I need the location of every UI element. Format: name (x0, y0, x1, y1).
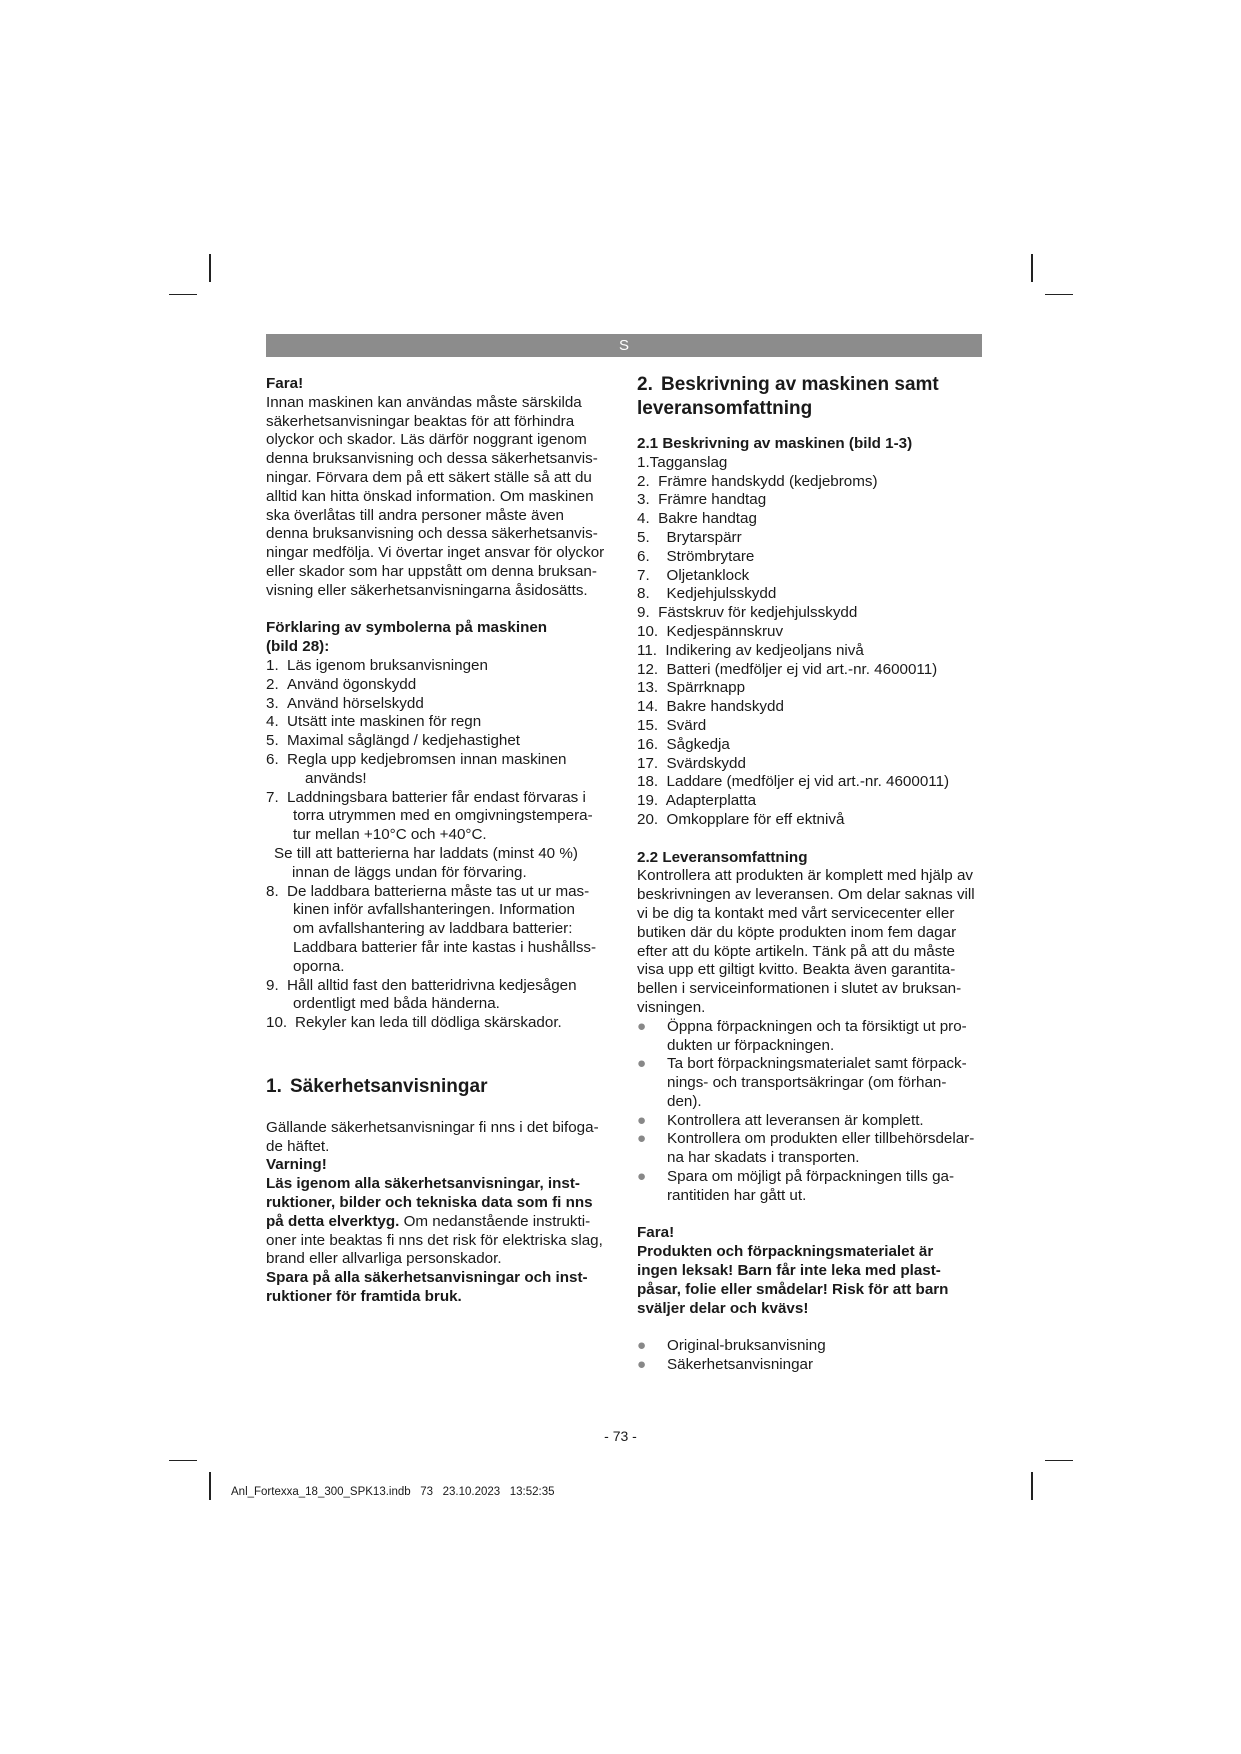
list-item: ● Spara om möjligt på förpackningen tills ga- rantitiden har gått ut. (637, 1168, 955, 1204)
list-item: 10. Rekyler kan leda till dödliga skärskador. (266, 1014, 562, 1032)
included-items (637, 1337, 997, 1375)
bullet-icon: ● (637, 1168, 647, 1186)
list-item: ● Kontrollera att leveransen är komplett. (637, 1111, 924, 1129)
list-item: 13. Spärrknapp (637, 679, 746, 697)
symbols-note: Se till att batterierna har laddats (minst 40 %) (274, 844, 578, 862)
list-item: 7. Oljetanklock (637, 566, 750, 584)
symbols-list (266, 657, 616, 845)
list-item: 12. Batteri (medföljer ej vid art.-nr. 4600011) (637, 660, 938, 678)
list-item: ● Öppna förpackningen och ta försiktigt ut pro- dukten ur förpackningen. (637, 1017, 967, 1054)
danger-paragraph: Innan maskinen kan användas måste särskilda säkerhetsanvisningar beaktas för att förhindra olyckor och skador. Läs därför noggrant igenom denna bruksanvisning och dessa säkerhetsanvis- ningar. Förvara dem på ett säkert ställe så att du alltid kan hitta önskad information. Om maskinen ska överlåtas till andra personer måste även denna bruksanvisning och dessa säkerhetsanvis- ningar medfölja. Vi övertar inget ansvar för olyckor eller skador som har uppstått om denna bruksan- visning eller säkerhetsanvisningarna åsidosätts. (266, 393, 605, 599)
parts-list (637, 454, 997, 830)
subsection-heading: 2.2 Leveransomfattning (637, 848, 808, 866)
list-item: 3. Främre handtag (637, 491, 767, 509)
list-item: 5. Maximal såglängd / kedjehastighet (266, 732, 521, 750)
list-item: 4. Utsätt inte maskinen för regn (266, 713, 482, 731)
list-item: 4. Bakre handtag (637, 510, 757, 528)
bullet-icon: ● (637, 1130, 647, 1148)
right-column: 2. Beskrivning av maskinen samt leveransomfattning 2.1 Beskrivning av maskinen (bild 1-3) 1.Tagganslag 2. Främre handskydd (kedjebroms) 3. Främre handtag 4. Bakre handtag 5. Brytarspärr 6. Strömbrytare 7. Oljetanklock 8. Kedjehjulsskydd 9. Fästskruv för kedjehjulsskydd 10. Kedjespännskruv 11. Indikering av kedjeoljans nivå 12. Batteri (medföljer ej vid art.-nr. 4600011) 13. Spärrknapp 14. Bakre handskydd 15. Svärd 16. Sågkedja 17. Svärdskydd 18. Laddare (medföljer ej vid art.-nr. 4600011) 19. Adapterplatta 20. Omkopplare för eff ektnivå 2.2 Leveransomfattning Kontrollera att produkten är komplett med hjälp av beskrivningen av leveransen. Om delar saknas vill vi be dig ta kontakt med vårt servicecenter eller butiken där du köpte produkten inom fem dagar efter att du köpte artikeln. Tänk på att du måste visa upp ett giltigt kvitto. Beakta även garantita- bellen i serviceinformationen i slutet av bruksan- visningen. ● Öppna förpackningen och ta försiktigt ut pro- dukten ur förpackningen. ● Ta bort förpackningsmaterialet samt förpack- nings- och transportsäkringar (om förhan- den). ● Kontrollera att leveransen är komplett. ● Kontrollera om produkten eller tillbehörsdelar- na har skadats i transporten. ● Spara om möjligt på förpackningen tills ga- rantitiden har gått ut. Fara! Produkten och förpackningsmaterialet är ingen leksak! Barn får inte leka med plast- påsar, folie eller smådelar! Risk för att barn sväljer delar och kvävs! ● Original-bruksanvisning ● Säkerhetsanvisningar (637, 373, 997, 1375)
list-item: 14. Bakre handskydd (637, 698, 784, 716)
unpacking-steps (637, 1018, 997, 1206)
list-item: 7. Laddningsbara batterier får endast förvaras i torra utrymmen med en omgivningstempera- tur mellan +10°C och +40°C. (266, 788, 593, 844)
crop-mark (1031, 1472, 1033, 1500)
bullet-icon: ● (637, 1055, 647, 1073)
list-item: 3. Använd hörselskydd (266, 694, 424, 712)
list-item: 8. De laddbara batterierna måste tas ut ur mas- kinen inför avfallshanteringen. Information om avfallshantering av laddbara batterier: Laddbara batterier får inte kastas i hushållss- oporna. (266, 882, 597, 975)
crop-mark (169, 294, 197, 295)
list-item: 2. Använd ögonskydd (266, 675, 417, 693)
save-instructions: Spara på alla säkerhetsanvisningar och inst- (266, 1269, 588, 1287)
list-item: 9. Fästskruv för kedjehjulsskydd (637, 604, 858, 622)
list-item: 8. Kedjehjulsskydd (637, 585, 777, 603)
section-heading: 2. Beskrivning av maskinen samt (637, 374, 939, 395)
symbols-title: Förklaring av symbolerna på maskinen (266, 619, 548, 637)
crop-mark (1045, 1460, 1073, 1461)
list-item: 11. Indikering av kedjeoljans nivå (637, 641, 864, 659)
list-item: 10. Kedjespännskruv (637, 622, 784, 640)
danger-title: Fara! (266, 375, 304, 392)
crop-mark (169, 1460, 197, 1461)
warning-text: på detta elverktyg. Om nedanstående instrukti- (266, 1212, 591, 1230)
list-item: 1. Läs igenom bruksanvisningen (266, 656, 488, 674)
list-item: 18. Laddare (medföljer ej vid art.-nr. 4600011) (637, 773, 950, 791)
section-heading: 1. Säkerhetsanvisningar (266, 1075, 488, 1097)
list-item: 1.Tagganslag (637, 453, 728, 471)
bullet-icon: ● (637, 1337, 647, 1355)
left-column: Fara! Innan maskinen kan användas måste särskilda säkerhetsanvisningar beaktas för att förhindra olyckor och skador. Läs därför noggrant igenom denna bruksanvisning och dessa säkerhetsanvis- ningar. Förvara dem på ett säkert ställe så att du alltid kan hitta önskad information. Om maskinen ska överlåtas till andra personer måste även denna bruksanvisning och dessa säkerhetsanvis- ningar medfölja. Vi övertar inget ansvar för olyckor eller skador som har uppstått om denna bruksan- visning eller säkerhetsanvisningarna åsidosätts. Förklaring av symbolerna på maskinen (bild 28): 1. Läs igenom bruksanvisningen 2. Använd ögonskydd 3. Använd hörselskydd 4. Utsätt inte maskinen för regn 5. Maximal såglängd / kedjehastighet 6. Regla upp kedjebromsen innan maskinen används! 7. Laddningsbara batterier får endast förvaras i torra utrymmen med en omgivningstempera- tur mellan +10°C och +40°C. Se till att batterierna har laddats (minst 40 %) innan de läggs undan för förvaring. 8. De laddbara batterierna måste tas ut ur mas- kinen inför avfallshanteringen. Information om avfallshantering av laddbara batterier: Laddbara batterier får inte kastas i hushållss- oporna. 9. Håll alltid fast den batteridrivna kedjesågen ordentligt med båda händerna. 10. Rekyler kan leda till dödliga skärskador. 1. Säkerhetsanvisningar Gällande säkerhetsanvisningar fi nns i det bifoga- de häftet. Varning! Läs igenom alla säkerhetsanvisningar, inst- ruktioner, bilder och tekniska data som fi nns på detta elverktyg. Om nedanstående instrukti- oner inte beaktas fi nns det risk för elektriska slag, brand eller allvarliga personskador. Spara på alla säkerhetsanvisningar och inst- ruktioner för framtida bruk. (266, 375, 616, 1307)
danger-title: Fara! (637, 1224, 675, 1242)
list-item: 19. Adapterplatta (637, 792, 757, 810)
symbols-note: innan de läggs undan för förvaring. (292, 863, 527, 881)
bullet-icon: ● (637, 1017, 647, 1035)
list-item: ● Original-bruksanvisning (637, 1337, 826, 1355)
list-item: 20. Omkopplare för eff ektnivå (637, 810, 845, 828)
list-item: ● Säkerhetsanvisningar (637, 1356, 814, 1374)
page-number: - 73 - (604, 1428, 637, 1444)
warning-title: Varning! (266, 1156, 327, 1174)
list-item: 6. Strömbrytare (637, 547, 755, 565)
body-text: de häftet. (266, 1137, 330, 1155)
crop-mark (1031, 254, 1033, 282)
delivery-paragraph: Kontrollera att produkten är komplett med hjälp av beskrivningen av leveransen. Om delar saknas vill vi be dig ta kontakt med vårt servicecenter eller butiken där du köpte produkten inom fem dagar efter att du köpte artikeln. Tänk på att du måste visa upp ett giltigt kvitto. Beakta även garantita- bellen i serviceinformationen i slutet av bruksan- visningen. (637, 867, 975, 1016)
list-item: ● Kontrollera om produkten eller tillbehörsdelar- na har skadats i transporten. (637, 1130, 975, 1167)
list-item: 2. Främre handskydd (kedjebroms) (637, 472, 878, 490)
list-item: 17. Svärdskydd (637, 754, 746, 772)
symbols-title: (bild 28): (266, 638, 330, 656)
crop-mark (1045, 294, 1073, 295)
language-code: S (618, 337, 629, 354)
list-item: 9. Håll alltid fast den batteridrivna kedjesågen ordentligt med båda händerna. (266, 976, 577, 1013)
bullet-icon: ● (637, 1111, 647, 1129)
subsection-heading: 2.1 Beskrivning av maskinen (bild 1-3) (637, 435, 913, 452)
bullet-icon: ● (637, 1356, 647, 1374)
list-item: 16. Sågkedja (637, 735, 730, 753)
symbols-list-cont (266, 883, 616, 1033)
list-item: ● Ta bort förpackningsmaterialet samt förpack- nings- och transportsäkringar (om förhan- den). (637, 1055, 967, 1110)
list-item: 15. Svärd (637, 716, 707, 734)
list-item: 6. Regla upp kedjebromsen innan maskinen används! (266, 750, 567, 787)
language-header-bar (266, 334, 982, 357)
section-heading-cont: leveransomfattning (637, 398, 813, 419)
crop-mark (209, 1472, 211, 1500)
print-footer: Anl_Fortexxa_18_300_SPK13.indb 73 23.10.2023 13:52:35 (231, 1486, 555, 1498)
crop-mark (209, 254, 211, 282)
body-text: Gällande säkerhetsanvisningar fi nns i det bifoga- (266, 1118, 599, 1136)
list-item: 5. Brytarspärr (637, 528, 742, 546)
